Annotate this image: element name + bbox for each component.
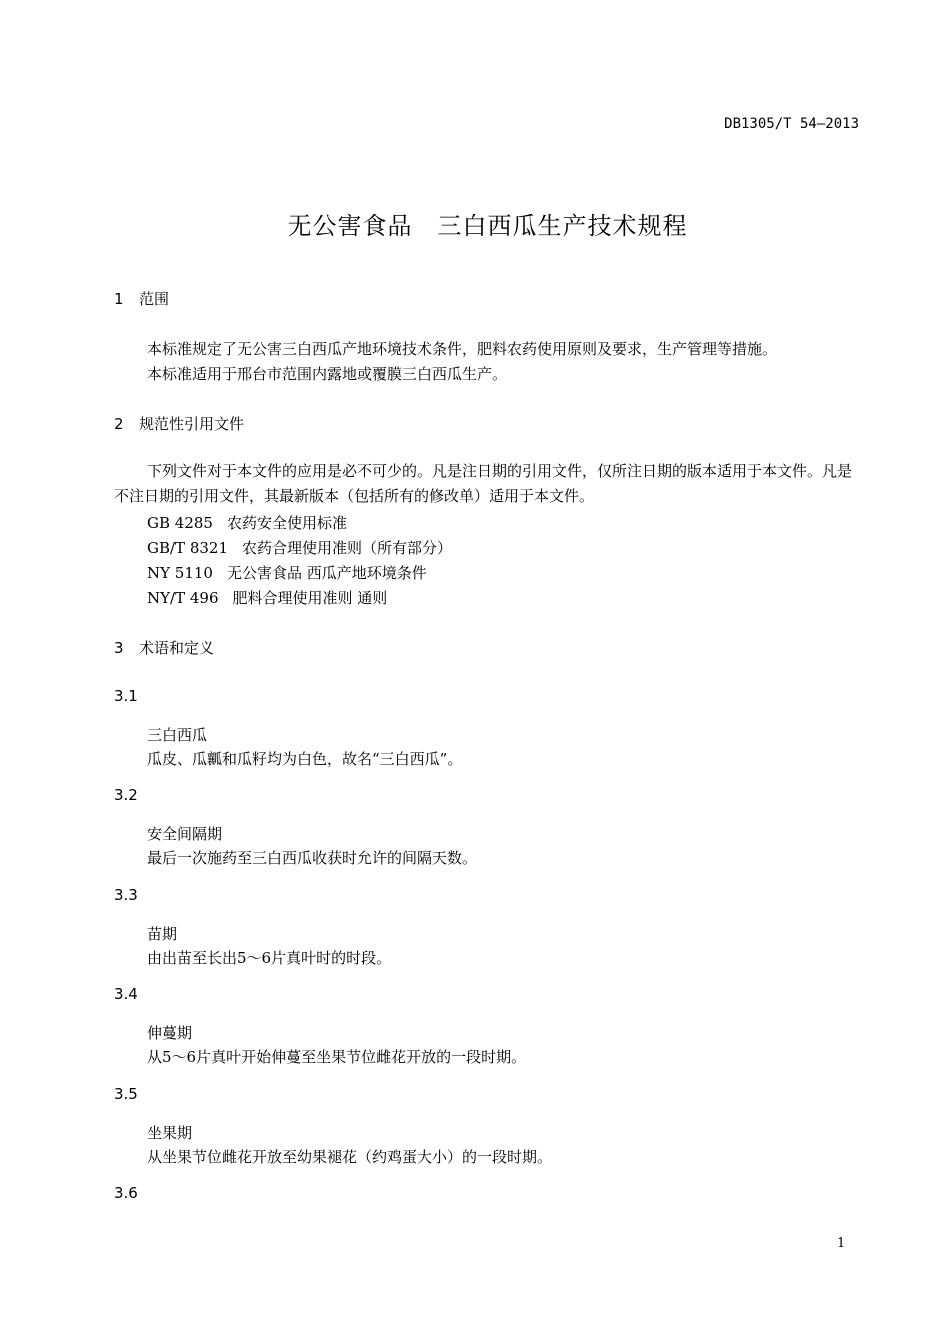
term-number: 3.3 (114, 886, 138, 904)
reference-title: 无公害食品 西瓜产地环境条件 (226, 564, 427, 582)
reference-code: NY 5110 (147, 564, 213, 582)
term-number: 3.1 (114, 687, 138, 705)
reference-code: GB/T 8321 (147, 539, 229, 557)
page-number: 1 (837, 1236, 846, 1251)
term-number: 3.2 (114, 786, 138, 804)
term-number: 3.6 (114, 1184, 138, 1202)
reference-code: NY/T 496 (147, 589, 219, 607)
term-definition: 从坐果节位雌花开放至幼果褪花（约鸡蛋大小）的一段时期。 (147, 1148, 553, 1166)
section-number: 1 (114, 290, 124, 308)
section-title: 范围 (139, 290, 170, 308)
term-name: 苗期 (147, 925, 178, 943)
reference-item (147, 587, 387, 608)
references-intro: 下列文件对于本文件的应用是必不可少的。凡是注日期的引用文件，仅所注日期的版本适用于本文件。凡是不注日期的引用文件，其最新版本（包括所有的修改单）适用于本文件。 (114, 462, 853, 505)
term-definition: 由出苗至长出5～6片真叶时的时段。 (147, 949, 392, 967)
term-definition: 从5～6片真叶开始伸蔓至坐果节位雌花开放的一段时期。 (147, 1048, 527, 1066)
term-number: 3.4 (114, 985, 138, 1003)
reference-item (147, 512, 347, 533)
section-title: 规范性引用文件 (139, 415, 245, 433)
term-number: 3.5 (114, 1085, 138, 1103)
scope-paragraph: 本标准规定了无公害三白西瓜产地环境技术条件，肥料农药使用原则及要求，生产管理等措施。 (147, 340, 778, 358)
section-heading-references (114, 413, 244, 434)
term-definition: 最后一次施药至三白西瓜收获时允许的间隔天数。 (147, 849, 478, 867)
scope-paragraph: 本标准适用于邢台市范围内露地或覆膜三白西瓜生产。 (147, 365, 508, 383)
term-name: 安全间隔期 (147, 825, 223, 843)
section-number: 3 (114, 639, 124, 657)
page-title: 无公害食品 三白西瓜生产技术规程 (287, 212, 688, 240)
term-name: 三白西瓜 (147, 726, 208, 744)
section-heading-scope (114, 288, 169, 309)
section-number: 2 (114, 415, 124, 433)
reference-title: 农药安全使用标准 (226, 514, 347, 532)
reference-title: 农药合理使用准则（所有部分） (242, 539, 453, 557)
term-definition: 瓜皮、瓜瓤和瓜籽均为白色，故名“三白西瓜”。 (147, 750, 463, 768)
standard-code: DB1305/T 54—2013 (724, 116, 859, 132)
reference-item (147, 537, 452, 558)
section-heading-terms (114, 637, 214, 658)
reference-item (147, 562, 427, 583)
term-name: 伸蔓期 (147, 1024, 193, 1042)
section-title: 术语和定义 (139, 639, 215, 657)
term-name: 坐果期 (147, 1124, 193, 1142)
reference-title: 肥料合理使用准则 通则 (232, 589, 388, 607)
reference-code: GB 4285 (147, 514, 213, 532)
